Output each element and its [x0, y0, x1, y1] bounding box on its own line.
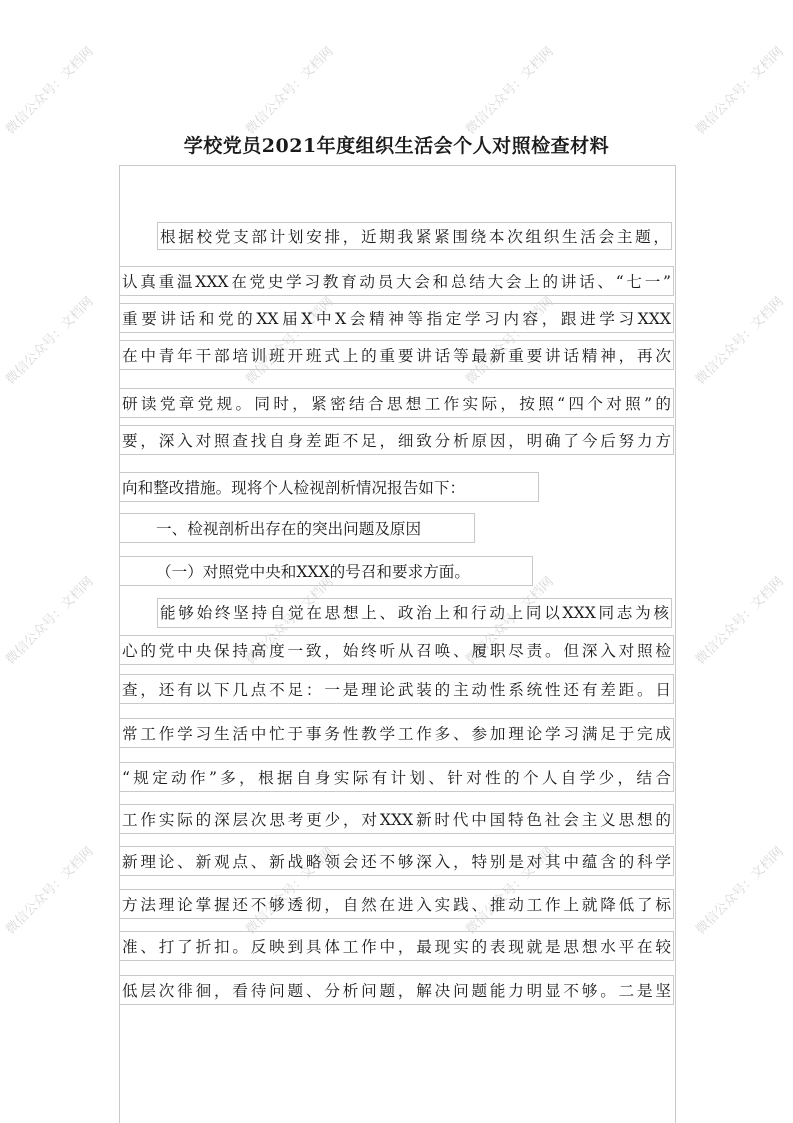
subsection-heading: （一）对照党中央和XXX的号召和要求方面。: [119, 556, 533, 586]
watermark: 微信公众号：文档网: [463, 294, 557, 388]
text-line: 查，还有以下几点不足：一是理论武装的主动性系统性还有差距。日: [119, 674, 674, 704]
text-line: 重要讲话和党的XX届X中X会精神等指定学习内容，跟进学习XXX: [119, 303, 674, 333]
text-line: 低层次徘徊，看待问题、分析问题，解决问题能力明显不够。二是坚: [119, 975, 674, 1005]
watermark: 微信公众号：文档网: [3, 44, 97, 138]
text-line: “规定动作”多，根据自身实际有计划、针对性的个人自学少，结合: [119, 762, 674, 792]
watermark: 微信公众号：文档网: [463, 844, 557, 938]
watermark: 微信公众号：文档网: [243, 844, 337, 938]
document-title: 学校党员2021年度组织生活会个人对照检查材料: [183, 135, 610, 157]
text-line: 向和整改措施。现将个人检视剖析情况报告如下：: [119, 472, 539, 502]
watermark: 微信公众号：文档网: [693, 44, 787, 138]
watermark: 微信公众号：文档网: [3, 844, 97, 938]
text-line-box: 能够始终坚持自觉在思想上、政治上和行动上同以XXX同志为核: [157, 598, 672, 628]
watermark: 微信公众号：文档网: [693, 294, 787, 388]
watermark: 微信公众号：文档网: [3, 294, 97, 388]
watermark: 微信公众号：文档网: [3, 574, 97, 668]
text-line: 准、打了折扣。反映到具体工作中，最现实的表现就是思想水平在较: [119, 931, 674, 961]
watermark: 微信公众号：文档网: [243, 44, 337, 138]
text-line: 方法理论掌握还不够透彻，自然在进入实践、推动工作上就降低了标: [119, 889, 674, 919]
watermark: 微信公众号：文档网: [463, 574, 557, 668]
text-line: 常工作学习生活中忙于事务性教学工作多、参加理论学习满足于完成: [119, 718, 674, 748]
watermark: 微信公众号：文档网: [693, 574, 787, 668]
watermark: 微信公众号：文档网: [243, 574, 337, 668]
watermark: 微信公众号：文档网: [693, 844, 787, 938]
text-line: 研读党章党规。同时，紧密结合思想工作实际，按照“四个对照”的: [119, 388, 674, 418]
text-line: 要，深入对照查找自身差距不足，细致分析原因，明确了今后努力方: [119, 425, 674, 455]
watermark: 微信公众号：文档网: [243, 294, 337, 388]
text-line: 新理论、新观点、新战略领会还不够深入，特别是对其中蕴含的科学: [119, 846, 674, 876]
text-line: 在中青年干部培训班开班式上的重要讲话等最新重要讲话精神，再次: [119, 340, 674, 370]
text-line: 工作实际的深层次思考更少，对XXX新时代中国特色社会主义思想的: [119, 804, 674, 834]
text-line: [119, 222, 674, 252]
text-line: 心的党中央保持高度一致，始终听从召唤、履职尽责。但深入对照检: [119, 635, 674, 665]
text-line: 认真重温XXX在党史学习教育动员大会和总结大会上的讲话、“七一”: [119, 266, 674, 296]
section-heading: 一、检视剖析出存在的突出问题及原因: [119, 513, 475, 543]
text-line: [119, 598, 674, 628]
text-line-box: 根据校党支部计划安排，近期我紧紧围绕本次组织生活会主题，: [157, 222, 672, 250]
watermark: 微信公众号：文档网: [463, 44, 557, 138]
